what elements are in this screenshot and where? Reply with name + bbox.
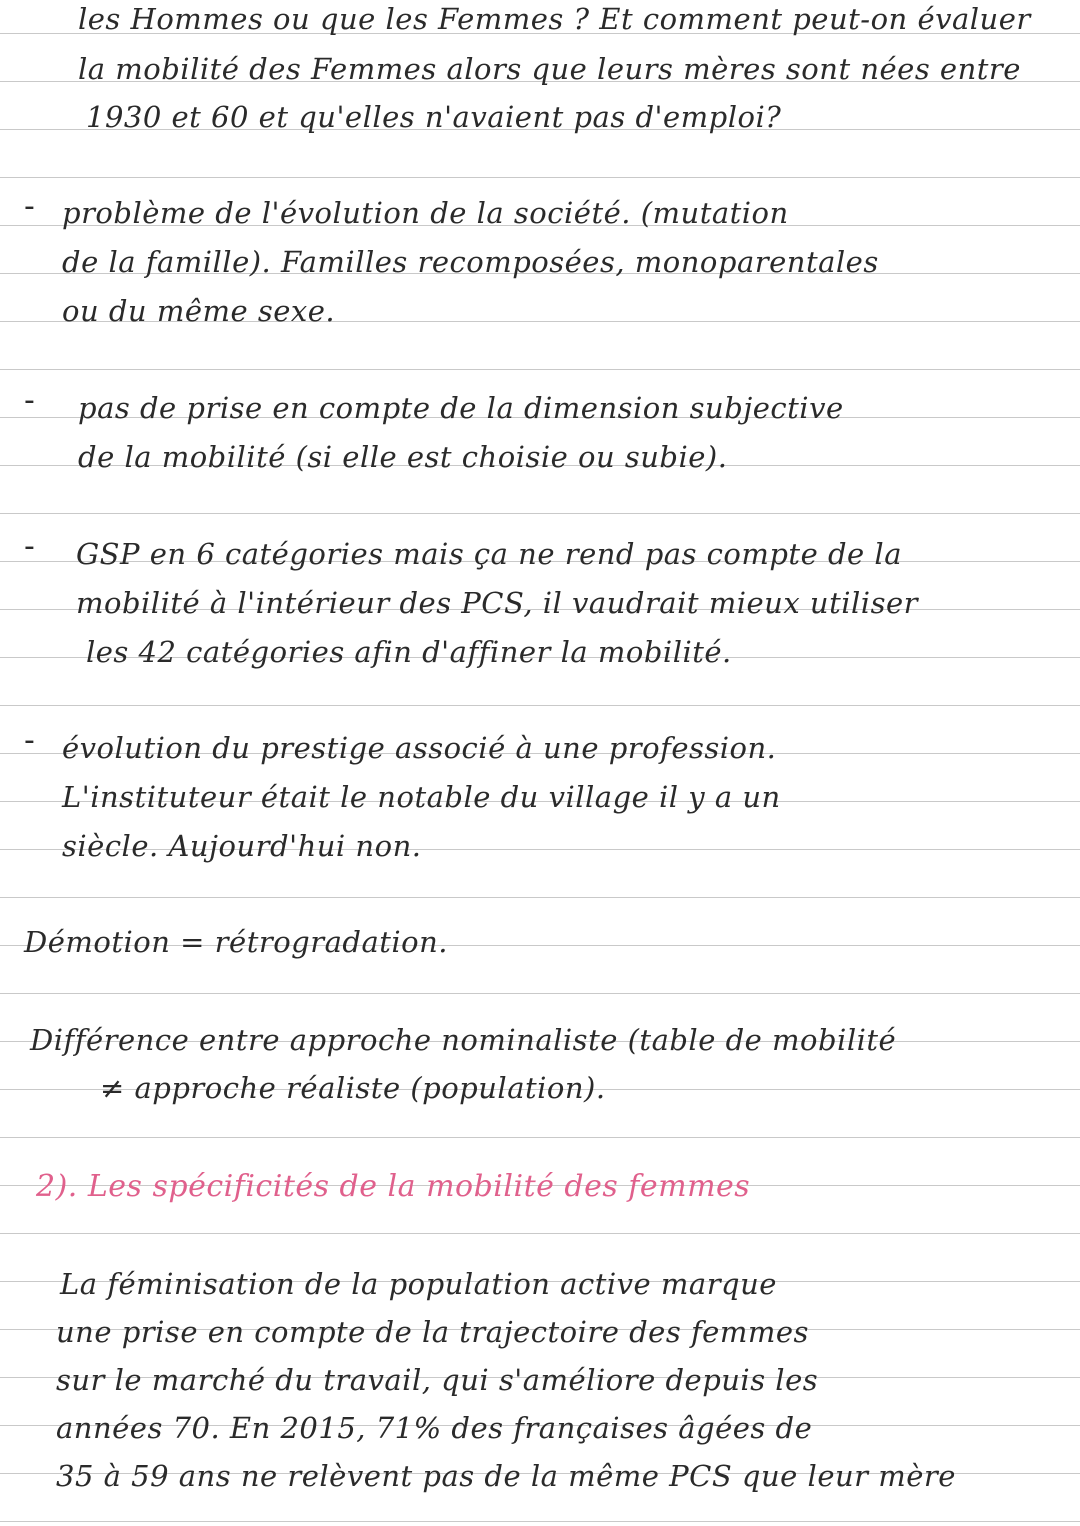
intro-line: les Hommes ou que les Femmes ? Et comment peut-on évaluer	[78, 2, 1031, 36]
difference-line: ≠ approche réaliste (population).	[100, 1071, 606, 1105]
bullet-marker: -	[24, 383, 35, 418]
bullet-line: siècle. Aujourd'hui non.	[62, 829, 422, 863]
difference-line: Différence entre approche nominaliste (table de mobilité	[30, 1023, 897, 1057]
bullet-line: les 42 catégories afin d'affiner la mobilité.	[86, 635, 732, 669]
definition-line: Démotion = rétrogradation.	[24, 925, 449, 959]
bullet-line: de la mobilité (si elle est choisie ou subie).	[78, 440, 728, 474]
bullet-line: pas de prise en compte de la dimension subjective	[78, 391, 844, 425]
intro-line: la mobilité des Femmes alors que leurs mères sont nées entre	[78, 52, 1021, 86]
bullet-marker: -	[24, 723, 35, 758]
section-heading: 2). Les spécificités de la mobilité des femmes	[36, 1169, 751, 1204]
intro-line: 1930 et 60 et qu'elles n'avaient pas d'emploi?	[86, 100, 782, 134]
section-paragraph-line: 35 à 59 ans ne relèvent pas de la même PCS que leur mère	[56, 1459, 956, 1493]
bullet-marker: -	[24, 529, 35, 564]
section-paragraph-line: une prise en compte de la trajectoire des femmes	[56, 1315, 809, 1349]
bullet-marker: -	[24, 189, 35, 224]
section-paragraph-line: La féminisation de la population active marque	[60, 1267, 777, 1301]
section-paragraph-line: années 70. En 2015, 71% des françaises âgées de	[56, 1411, 813, 1445]
bullet-line: de la famille). Familles recomposées, monoparentales	[62, 245, 879, 279]
bullet-line: problème de l'évolution de la société. (mutation	[62, 196, 789, 230]
section-paragraph-line: sur le marché du travail, qui s'améliore depuis les	[56, 1363, 819, 1397]
bullet-line: ou du même sexe.	[62, 294, 336, 328]
bullet-line: mobilité à l'intérieur des PCS, il vaudrait mieux utiliser	[76, 586, 918, 620]
bullet-line: évolution du prestige associé à une profession.	[62, 731, 777, 765]
bullet-line: GSP en 6 catégories mais ça ne rend pas compte de la	[76, 537, 902, 571]
bullet-line: L'instituteur était le notable du village il y a un	[62, 780, 781, 814]
